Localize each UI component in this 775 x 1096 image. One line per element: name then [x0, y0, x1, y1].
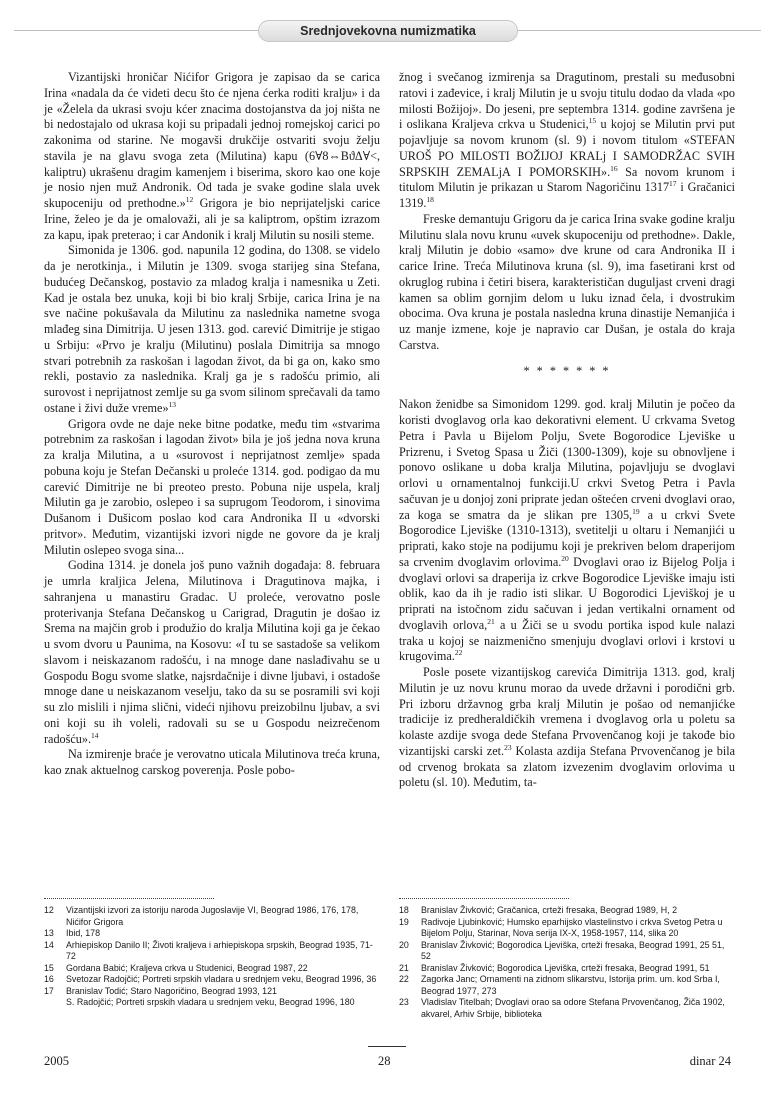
footnote-ref: 21 — [487, 616, 495, 626]
footnotes-right — [399, 905, 735, 1020]
footnote: S. Radojčić; Portreti srpskih vladara u srednjem veku, Beograd 1996, 180 — [66, 997, 355, 1007]
footer-year: 2005 — [44, 1054, 69, 1068]
paragraph: Na izmirenje braće je verovatno uticala Milutinova treća kruna, kao znak aktuelnog carskog poverenja. Posle pobo- — [44, 747, 380, 777]
footnote: 12 Vizantijski izvori za istoriju naroda Jugoslavije VI, Beograd 1986, 176, 178, Nićifor Grigora — [44, 905, 359, 927]
footnote: 23 Vladislav Titelbah; Dvoglavi orao sa odore Stefana Prvovenčanog, Žiča 1902, akvarel, Arhiv Srbije, biblioteka — [399, 997, 725, 1019]
paragraph: Freske demantuju Grigoru da je carica Irina svake godine kralju Milutinu slala novu krunu «uvek skupoceniju od prethodne». Dakle, kralj Milutin je dobio «samo» dve krune od cara Andronika II i carice Irine. Treća Milutinova kruna (sl. 9), ima fasetirani krst od okruglog rubina i četiri bisera, karakterističan duguljast crveni dragi kamen sa oblim gornjim delom u luku iznad čela, i dvostrukim obocima. Ova kruna je postala nasledna kruna dinastije Nemanjića i uz manje izmene, koje je napravio car Dušan, je ostala do kraja Carstva. — [399, 211, 735, 352]
footnote: 14 Arhiepiskop Danilo II; Životi kraljeva i arhiepiskopa srpskih, Beograd 1935, 71-72 — [44, 939, 373, 961]
paragraph: Posle posete vizantijskog carevića Dimitrija 1313. god, kralj Milutin je uz novu krunu morao da uvede državni i porodični grb. Pri izboru državnog grba kralj Milutin je pošao od nemanjićke tradicije iz predheraldičkih vremena i dvoglavog orla u poletu sa kolaste azdije svoga dede Stefana Prvovenčanog koji je takođe bio vizantijski carski zet.$^{23}$ Kolasta azdija Stefana Prvovenčanog je bila od crvenog brokata sa zlatom izvezenim dvoglavim orlovima u poletu (sl. 10). Međutim, ta- — [399, 665, 735, 790]
running-header: Srednjovekovna numizmatika — [258, 20, 518, 42]
footnote-ref: 18 — [426, 194, 434, 204]
right-text-column — [399, 70, 735, 791]
footnote: 21 Branislav Živković; Bogorodica Ljeviška, crteži fresaka, Beograd 1991, 51 — [399, 962, 710, 973]
footnote-ref: 20 — [561, 553, 569, 563]
footnote-ref: 16 — [610, 163, 618, 173]
footnote-divider — [44, 898, 214, 899]
footnote-ref: 19 — [632, 506, 640, 516]
footnote-ref: 17 — [669, 179, 677, 189]
footnote-divider — [399, 898, 569, 899]
footnote: 20 Branislav Živković; Bogorodica Ljeviška, crteži fresaka, Beograd 1991, 25 51, 52 — [399, 939, 725, 961]
footnote-ref: 15 — [588, 116, 597, 126]
paragraph: žnog i svečanog izmirenja sa Dragutinom, prestali su međusobni ratovi i zađevice, i kralj Milutin je u svoju titulu dodao da vlada «po milosti Božijoj». Do jeseni, pre septembra 1314. godine završena je i oslikana Kraljeva crkva u Studenici,$^{15}$ u kojoj se Milutin prvi put pojavljuje sa novom krunom (sl. 9) i novom titulom «STEFAN UROŠ PO MILOSTI BOŽIJOJ KRALj I SAMODRŽAC SVIH SRPSKIH ZEMALjA I POMORSKIH».$^{16}$ Sa novom krunom i titulom Milutin je prikazan u Starom Nagoričinu 1317$^{17}$ i Gračanici 1319.18 — [399, 70, 736, 210]
section-separator: * * * * * * * — [523, 363, 611, 378]
footnote: 19 Radivoje Ljubinković; Humsko eparhijsko vlastelinstvo i crkva Svetog Petra u Bijelom Polju, Starinar, Nova serija IX-X, 1958-1957, 114, slika 20 — [399, 916, 723, 938]
footnote: 15 Gordana Babić; Kraljeva crkva u Studenici, Beograd 1987, 22 — [44, 962, 308, 973]
paragraph: Vizantijski hroničar Nićifor Grigora je zapisao da se carica Irina «nadala da će videti decu što će njena ćerka roditi kralju» i da je «Želela da ukrasi svoju kćer znacima dostojanstva da joj ništa ne bi nedostajalo od ukrasa koji su pripadali jednoj romejskoj carici po zakonima od starine. Ne mogavši drukčije ostvariti svoju želju stavila je na glavu svoga zeta (Milutina) kapu (6∀8⇔ΒϑΔ∀<, kaliptru) ukrašenu dragim kamenjem i biserima, skoro kao one koje je nosio njen muž Andronik. Od tada je svake godine slala uvek skupoceniju od prethodne.»$^{12}$ Grigora je bio neprijateljski carice Irine, želeo je da je omalovaži, ali je sa kaliptrom, opštim izrazom za kapu, ipak preterao; i car Andonik i kralj Milutin su nosili steme. — [44, 70, 380, 242]
footnote-ref: 23 — [504, 742, 512, 752]
footer-publication: dinar 24 — [689, 1054, 731, 1068]
footnote: 18 Branislav Živković; Gračanica, crteži fresaka, Beograd 1989, H, 2 — [399, 905, 678, 915]
footnote-ref: 22 — [454, 648, 463, 658]
paragraph: Grigora ovde ne daje neke bitne podatke, među tim «stvarima potrebnim za raskošan i lagodan život» bila je još jedna nova kruna za kralja Milutina, a u «surovost i neprijatnost zemlje» spada pobuna koju je Stefan Dečanski u proleće 1314. god. podigao da mu carević Dimitrije ne bi preoteo presto. Pobuna nije uspela, kralj Milutin ga je zarobio, oslepeo i sa suprugom Teodorom, i sinovima Dušanom i Dušicom poslao kod cara Andronika II u «dvorski pritvor». Međutim, vizantijski izvori nigde ne govore da je kralj Milutin oslepeo svoga sina... — [44, 416, 380, 557]
footnote-ref: 12 — [185, 194, 194, 204]
footnotes-left — [44, 905, 380, 1009]
paragraph: Nakon ženidbe sa Simonidom 1299. god. kralj Milutin je počeo da koristi dvoglavog orla kao dekorativni element. U crkvama Svetog Petra i Pavla u Bijelom Polju, Svete Bogorodice Ljeviške u Prizrenu, i Svetog Spasa u Žiči (1300-1309), koje su obnovljene i ponovo oslikane u doba kralja Milutina, pojavljuju se dvoglavi orlovi u ornamentalnoj funkciji.U crkvi Svetog Petra i Pavla sačuvan je u donjoj zoni priprate jedan oštećen crveni dvoglavi orao, za koga se smatra da je slikan pre 1305,19 a u crkvi Svete Bogorodice Ljeviške (1310-1313), svetitelji u oltaru i Nemanjići u priprati, kako stoje na podijumu koji je prekriven belom draperijom sa crvenim dvoglavim orlovima.$^{20}$ Dvoglavi orao iz Bijelog Polja i dvoglavi orlovi sa draperija iz crkve Bogorodice Ljeviške imaju isti oblik, kao da ih je radio isti slikar. U Bogorodici Ljeviškoj je u priprati na istočnom zidu sačuvan i jedan vertikalni ornament od dvoglavih orlova,$^{21}$ a u Žiči se u svodu portika ispod kule nalazi traka u kojoj se naizmenično smenjuju dvoglavi orlovi i krstovi u krugovima.$^{22}$ — [399, 397, 736, 664]
page-number: 28 — [378, 1054, 391, 1068]
paragraph: Godina 1314. je donela još puno važnih događaja: 8. februara je umrla kraljica Jelena, Milutinova i Dragutinova majka, i sahranjena u manastiru Gradac. U proleće, verovatno posle proterivanja Stefana Dečanskog u Carigrad, Dragutin je došao iz Srema na majčin grob i produžio do kralja Milutina koji ga je čekao u svom dvoru u Paunima, na Kosovu: «I tu se sastadoše sa velikom slavom i neiskazanom radošću, i na mnoge dane naslađivahu se u Gospodu Bogu svome slatke, najsrdačnije i divne ljubavi, i ostadoše mnoge dane u neiskazanom veselju, tako da su se posramili svi koji su zlo mislili i njima slični, videći njihovu preizobilnu ljubav, a svi oni koji su ih voleli, radovali su se u Gospodu neizrečenom radošću».$^{14}$ — [44, 558, 380, 746]
left-text-column — [44, 70, 380, 779]
footnote: 22 Zagorka Janc; Ornamenti na zidnom slikarstvu, Istorija prim. um. kod Srba I, Beograd 1977, 273 — [399, 974, 720, 996]
footnote: 16 Svetozar Radojčić; Portreti srpskih vladara u srednjem veku, Beograd 1996, 36 — [44, 974, 377, 984]
footnote-ref: 14 — [91, 730, 99, 740]
footnote-ref: 13 — [168, 399, 177, 409]
footnote: 17 Branislav Todić; Staro Nagoričino, Beograd 1993, 121 — [44, 985, 277, 996]
page-number-rule — [368, 1046, 406, 1047]
paragraph: Simonida je 1306. god. napunila 12 godina, do 1308. se videlo da je nerotkinja., i Milutin je 1309. svoga starijeg sina Stefana, budućeg Dečanskog, postavio za mladog kralja i namesnika u Zeti. Kad je ostala bez unuka, koji bi bio kralj Srbije, carica Irina je na sve načine pokušavala da Milutinu za naslednika nametne svoga mlađeg sina Dimitrija. U jesen 1313. god. carević Dimitrije je stigao u Srbiju: «Prvo je kralju (Milutinu) poslala Dimitrija sa mnogo stvari potrebnih za raskošan i lagodan život, da bi ga on, kako smo rekli, postavio za naslednika. Kralj ga je s radošću primio, ali surovost i neprijatnost zemlje su ga svom silinom sprečavali da tamo ostane i živi duže vreme»$^{13}$ — [44, 243, 380, 415]
footnote: 13 Ibid, 178 — [44, 928, 101, 938]
